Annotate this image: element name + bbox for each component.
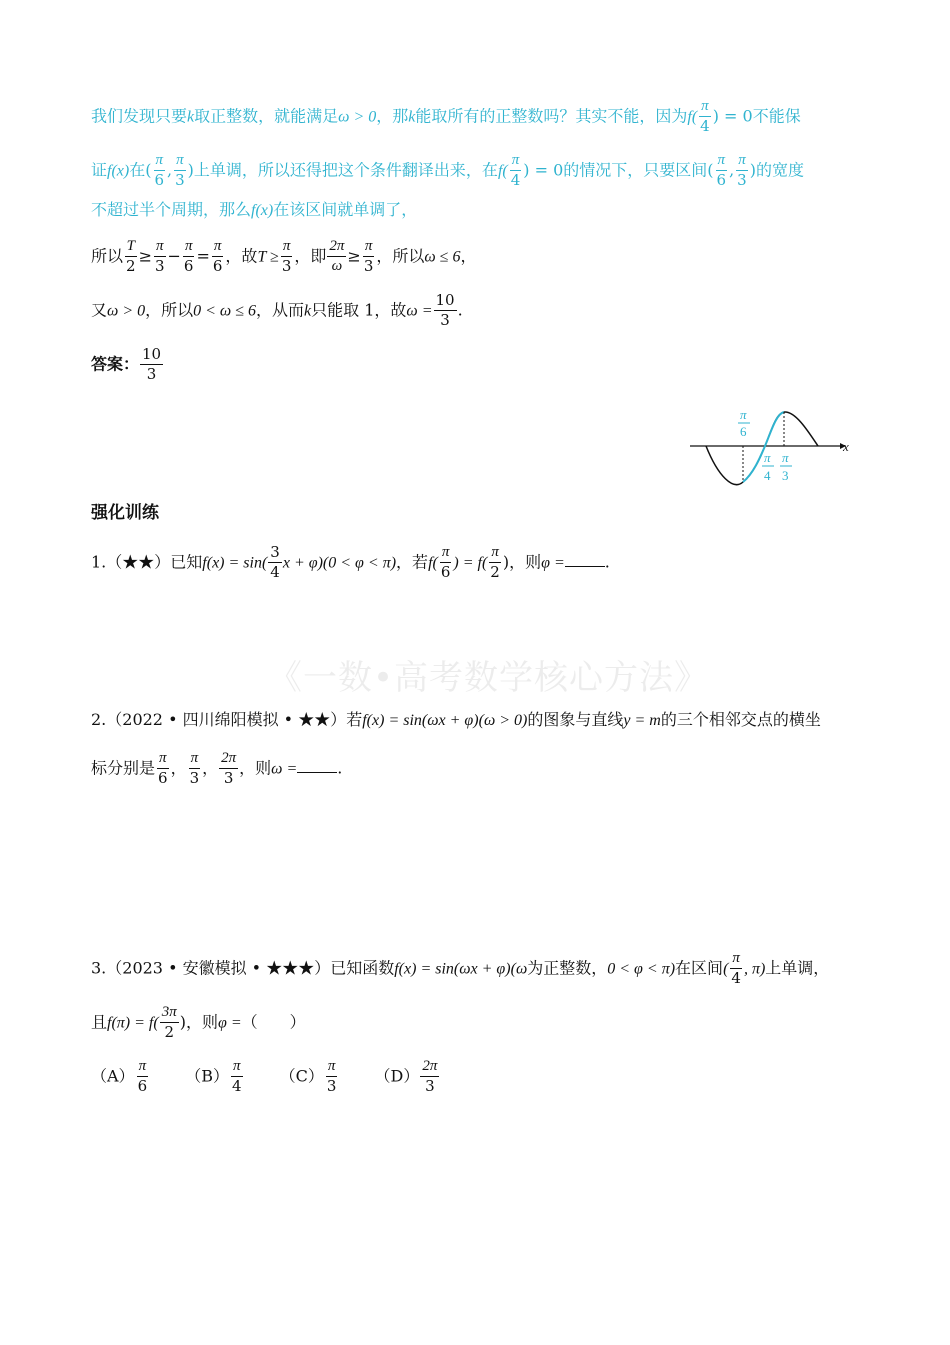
watermark: 《一数•高考数学核心方法》 bbox=[268, 658, 710, 698]
solution-line-1: 我们发现只要k取正整数，就能满足ω > 0，那k能取所有的正整数吗？其实不能，因为f( $\frac{\pi}{4}$ ) = 0不能保 bbox=[91, 98, 801, 136]
fraction: $\frac{2\pi}{3}$ bbox=[221, 750, 237, 788]
option-d[interactable]: （D） $\frac{2\pi}{3}$ bbox=[374, 1058, 438, 1096]
question-3-options bbox=[91, 1058, 470, 1096]
fraction: $\frac{10}{3}$ bbox=[435, 291, 455, 330]
fraction: $\frac{\pi}{3}$ bbox=[363, 238, 374, 276]
fraction: $\frac{\pi}{2}$ bbox=[490, 544, 500, 582]
solution-line-3: 不超过半个周期，那么f(x)在该区间就单调了， bbox=[91, 200, 418, 219]
sine-graph bbox=[688, 406, 858, 486]
fraction: $\frac{\pi}{6}$ bbox=[158, 750, 168, 788]
fraction: $\frac{\pi}{6}$ bbox=[212, 238, 223, 276]
fraction: $\frac{\pi}{3}$ bbox=[326, 1058, 337, 1096]
question-3-line-2: 且f(π) = f( $\frac{3\pi}{2}$ )，则φ =（ ） bbox=[91, 1004, 306, 1042]
label-pi-3-num: π bbox=[782, 450, 789, 465]
fraction: $\frac{\pi}{6}$ bbox=[716, 152, 727, 190]
fraction: $\frac{\pi}{3}$ bbox=[154, 238, 165, 276]
fraction: $\frac{\pi}{6}$ bbox=[154, 152, 165, 190]
derivation-line-2: 又ω > 0，所以0 < ω ≤ 6，从而k只能取 1，故ω = $\frac{10}{3}$ . bbox=[91, 291, 463, 330]
answer-blank bbox=[565, 554, 605, 567]
fraction: $\frac{T}{2}$ bbox=[126, 238, 136, 276]
fraction: $\frac{\pi}{6}$ bbox=[183, 238, 194, 276]
fraction: $\frac{\pi}{3}$ bbox=[189, 750, 200, 788]
fraction: $\frac{\pi}{4}$ bbox=[510, 152, 521, 190]
fraction: $\frac{3\pi}{2}$ bbox=[161, 1004, 177, 1042]
question-3-line-1: 3.（2023 • 安徽模拟 • ★★★）已知函数f(x) = sin(ωx + φ)(ω为正整数，0 < φ < π)在区间( $\frac{\pi}{4}$ , π)上单调， bbox=[91, 950, 830, 988]
fraction: $\frac{\pi}{6}$ bbox=[440, 544, 451, 582]
answer-blank bbox=[297, 760, 337, 773]
label-pi-6-num: π bbox=[740, 407, 747, 422]
option-b[interactable]: （B） $\frac{\pi}{4}$ bbox=[185, 1058, 242, 1096]
question-2-line-2: 标分别是 $\frac{\pi}{6}$ ， $\frac{\pi}{3}$ ， $\frac{2\pi}{3}$ ，则ω = . bbox=[91, 750, 343, 788]
fraction: $\frac{3}{4}$ bbox=[270, 543, 280, 582]
fraction: $\frac{\pi}{3}$ bbox=[175, 152, 185, 190]
fraction: $\frac{2\pi}{3}$ bbox=[422, 1058, 438, 1096]
fraction: $\frac{\pi}{4}$ bbox=[731, 950, 741, 988]
x-axis-label: x bbox=[843, 439, 849, 454]
option-a[interactable]: （A） $\frac{\pi}{6}$ bbox=[91, 1058, 148, 1096]
label-pi-4-num: π bbox=[764, 450, 771, 465]
label-pi-6-den: 6 bbox=[740, 424, 747, 439]
derivation-line-1: 所以 $\frac{T}{2}$ ≥ $\frac{\pi}{3}$ − $\frac{\pi}{6}$ = $\frac{\pi}{6}$ ，故T ≥ $\frac{\pi}{3}$ ，即 $\frac{2\pi}{\omega}$ ≥ $\frac{\pi}{3}$ ，所以ω ≤ 6， bbox=[91, 238, 477, 276]
label-pi-4-den: 4 bbox=[764, 468, 771, 483]
question-1: 1.（★★）已知f(x) = sin( $\frac{3}{4}$ x + φ)(0 < φ < π)，若f( $\frac{\pi}{6}$ ) = f( $\frac{\pi}{2}$ )，则φ = . bbox=[91, 543, 610, 582]
fraction: $\frac{\pi}{3}$ bbox=[737, 152, 747, 190]
question-2-line-1: 2.（2022 • 四川绵阳模拟 • ★★）若f(x) = sin(ωx + φ)(ω > 0)的图象与直线y = m的三个相邻交点的横坐 bbox=[91, 710, 821, 729]
answer-fraction: $\frac{10}{3}$ bbox=[142, 345, 162, 384]
fraction: $\frac{\pi}{3}$ bbox=[281, 238, 292, 276]
answer-line: 答案： $\frac{10}{3}$ bbox=[91, 345, 162, 384]
fraction: $\frac{\pi}{4}$ bbox=[231, 1058, 242, 1096]
option-c[interactable]: （C） $\frac{\pi}{3}$ bbox=[279, 1058, 337, 1096]
label-pi-3-den: 3 bbox=[782, 468, 789, 483]
section-title: 强化训练 bbox=[91, 503, 159, 523]
solution-line-2: 证f(x)在( $\frac{\pi}{6}$ , $\frac{\pi}{3}$ )上单调，所以还得把这个条件翻译出来，在f( $\frac{\pi}{4}$ ) = 0的情况下，只要区间( $\frac{\pi}{6}$ , $\frac{\pi}{3}$ )的宽度 bbox=[91, 152, 804, 190]
sine-curve bbox=[706, 412, 818, 485]
fraction: $\frac{\pi}{6}$ bbox=[137, 1058, 148, 1096]
fraction: $\frac{2\pi}{\omega}$ bbox=[329, 238, 345, 275]
fraction: $\frac{\pi}{4}$ bbox=[700, 98, 710, 136]
